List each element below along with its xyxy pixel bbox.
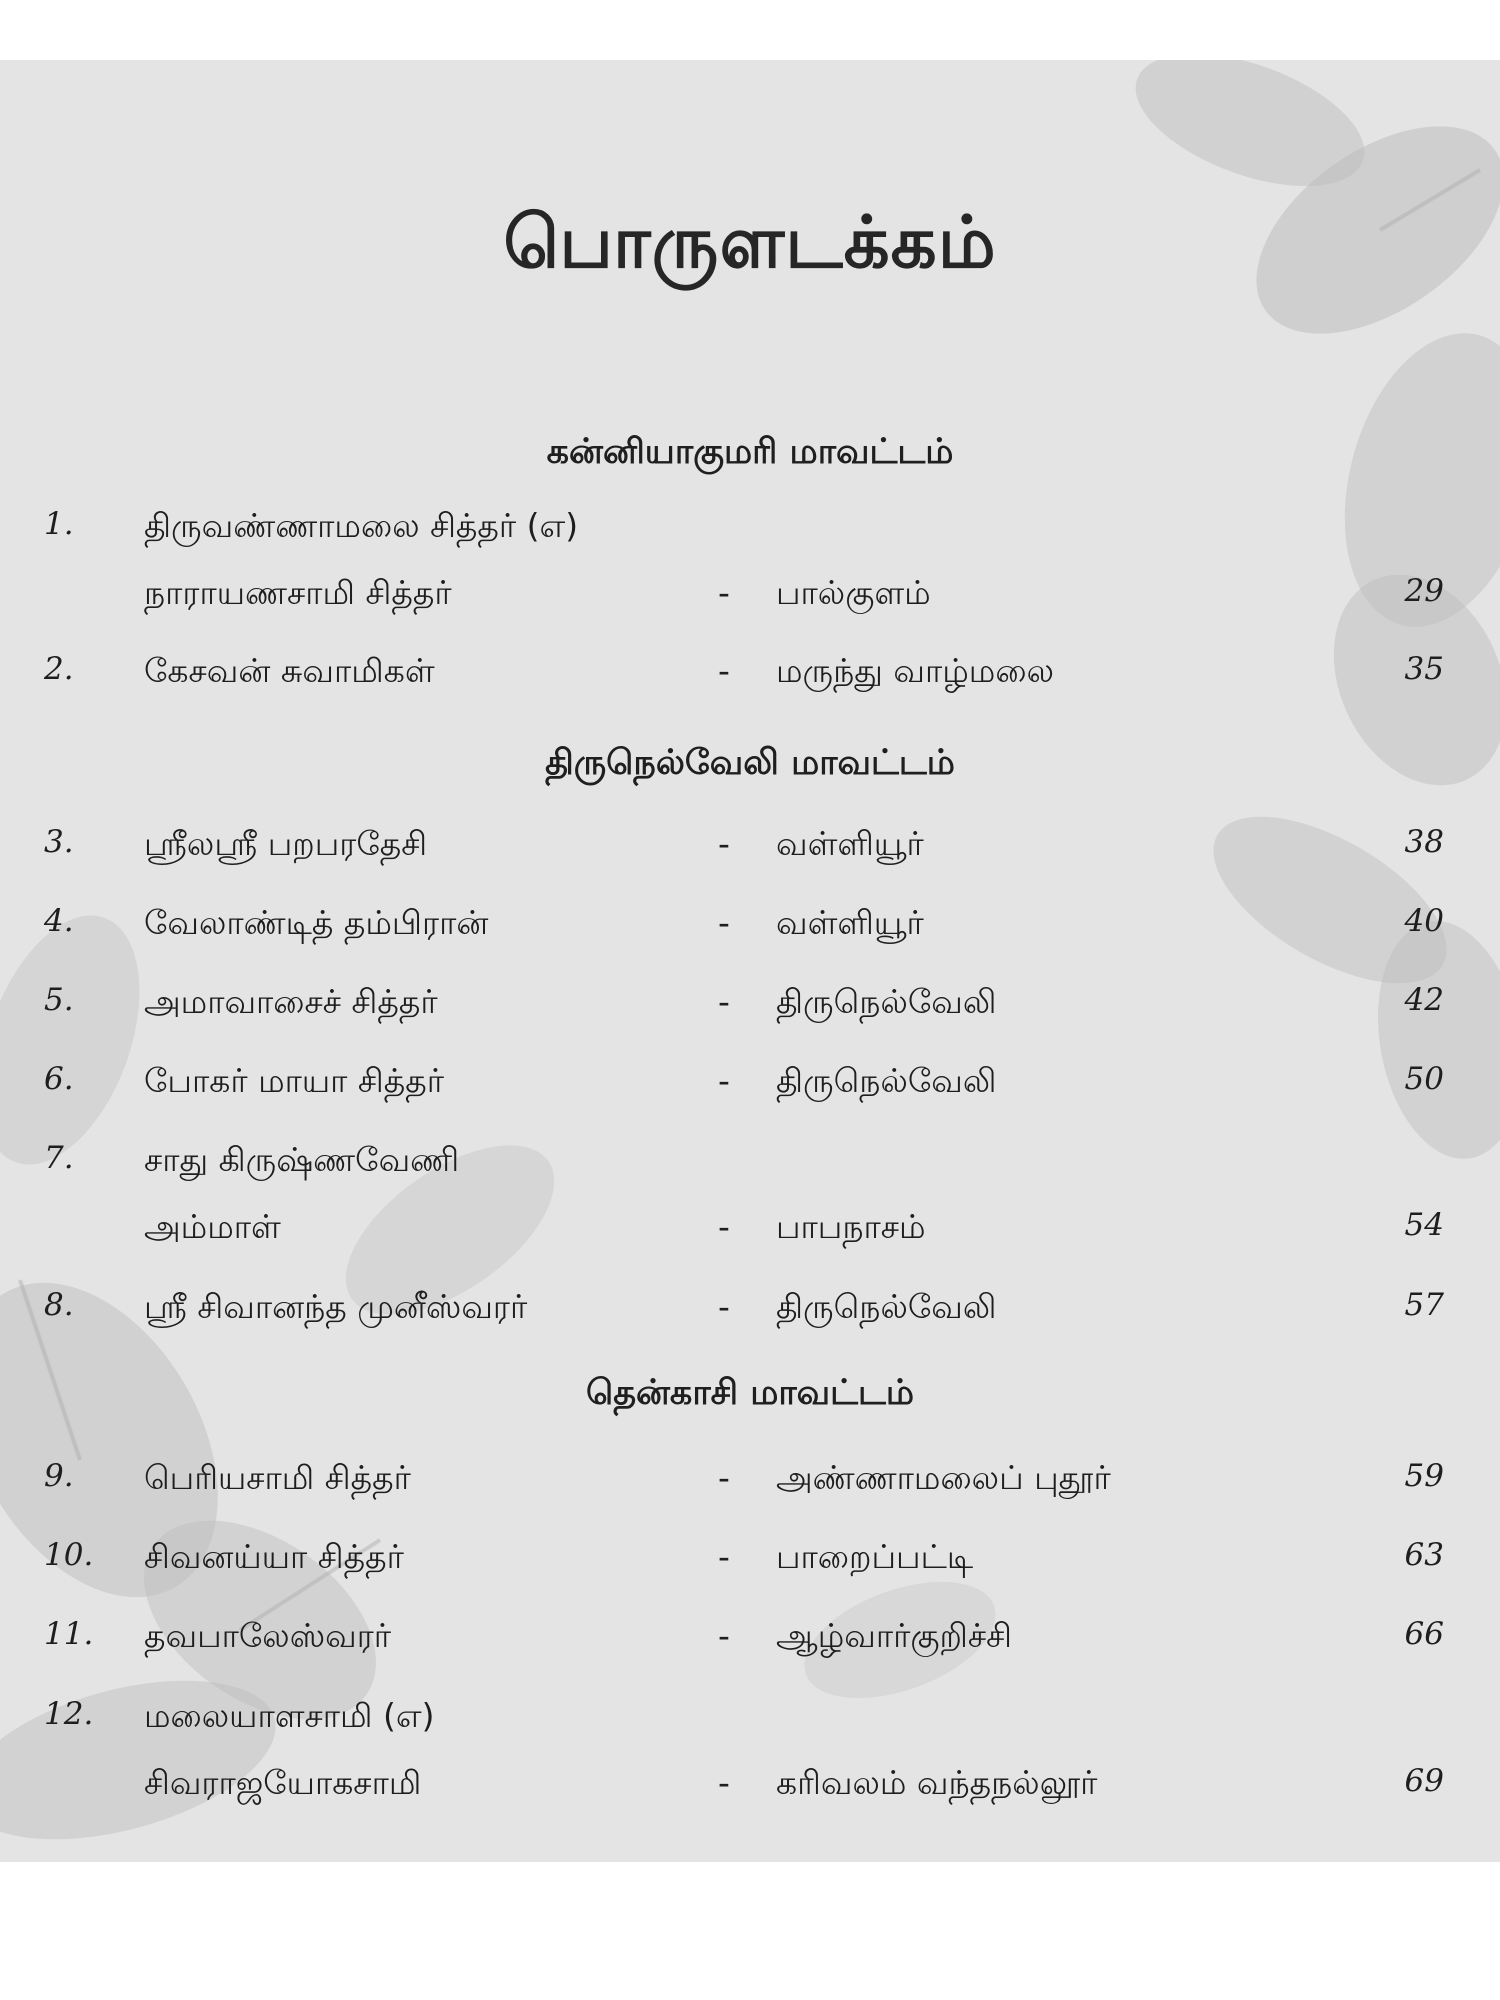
entry-name: மலையாளசாமி (எ) xyxy=(144,1696,435,1735)
entry-page-number: 57 xyxy=(1404,1287,1444,1323)
entry-name: சிவனய்யா சித்தர் xyxy=(144,1537,404,1576)
entry-name: பெரியசாமி சித்தர் xyxy=(144,1458,411,1497)
entry-dash: - xyxy=(718,1207,730,1246)
entry-page-number: 59 xyxy=(1404,1458,1444,1494)
entry-place: அண்ணாமலைப் புதூர் xyxy=(776,1458,1111,1497)
toc-entry xyxy=(0,1537,1500,1593)
entry-place: கரிவலம் வந்தநல்லூர் xyxy=(776,1763,1098,1802)
entry-number: 10. xyxy=(44,1537,94,1573)
toc-entry xyxy=(0,982,1500,1038)
entry-place: பாறைப்பட்டி xyxy=(776,1537,974,1576)
entry-name: வேலாண்டித் தம்பிரான் xyxy=(144,903,489,942)
section-heading: திருநெல்வேலி மாவட்டம் xyxy=(545,743,955,783)
entry-page-number: 66 xyxy=(1404,1616,1444,1652)
entry-page-number: 38 xyxy=(1404,824,1444,860)
entry-page-number: 54 xyxy=(1404,1207,1444,1243)
entry-page-number: 35 xyxy=(1404,651,1444,687)
toc-entry xyxy=(0,1458,1500,1514)
entry-name: ஸ்ரீ சிவானந்த முனீஸ்வரர் xyxy=(144,1287,528,1326)
entry-dash: - xyxy=(718,651,730,690)
entry-name: சிவராஜயோகசாமி xyxy=(144,1763,422,1802)
entry-number: 2. xyxy=(44,651,74,687)
entry-place: திருநெல்வேலி xyxy=(776,982,997,1021)
entry-number: 1. xyxy=(44,506,74,542)
entry-page-number: 69 xyxy=(1404,1763,1444,1799)
section-heading: கன்னியாகுமரி மாவட்டம் xyxy=(546,432,954,472)
toc-entry xyxy=(0,1616,1500,1672)
entry-page-number: 50 xyxy=(1404,1061,1444,1097)
toc-entry xyxy=(0,903,1500,959)
entry-name: அமாவாசைச் சித்தர் xyxy=(144,982,438,1021)
entry-number: 7. xyxy=(44,1140,74,1176)
entry-page-number: 40 xyxy=(1404,903,1444,939)
toc-entry xyxy=(0,1696,1500,1752)
entry-dash: - xyxy=(718,1287,730,1326)
entry-name: சாது கிருஷ்ணவேணி xyxy=(144,1140,460,1179)
entry-page-number: 42 xyxy=(1404,982,1444,1018)
toc-entry xyxy=(0,1061,1500,1117)
entry-place: மருந்து வாழ்மலை xyxy=(776,651,1054,690)
entry-number: 8. xyxy=(44,1287,74,1323)
toc-entry xyxy=(0,824,1500,880)
entry-place: பால்குளம் xyxy=(776,573,931,612)
entry-name: தவபாலேஸ்வரர் xyxy=(144,1616,392,1655)
entry-dash: - xyxy=(718,573,730,612)
entry-dash: - xyxy=(718,982,730,1021)
section-heading: தென்காசி மாவட்டம் xyxy=(585,1373,915,1413)
entry-dash: - xyxy=(718,1458,730,1497)
entry-dash: - xyxy=(718,824,730,863)
toc-entry xyxy=(0,573,1500,629)
entry-place: பாபநாசம் xyxy=(776,1207,926,1246)
entry-name: அம்மாள் xyxy=(144,1207,281,1246)
entry-place: திருநெல்வேலி xyxy=(776,1287,997,1326)
entry-number: 12. xyxy=(44,1696,94,1732)
entry-place: ஆழ்வார்குறிச்சி xyxy=(776,1616,1012,1655)
entry-name: ஸ்ரீலஸ்ரீ பறபரதேசி xyxy=(144,824,428,863)
page-title: பொருளடக்கம் xyxy=(503,200,997,284)
entry-dash: - xyxy=(718,903,730,942)
entry-name: போகர் மாயா சித்தர் xyxy=(144,1061,444,1100)
entry-name: நாராயணசாமி சித்தர் xyxy=(144,573,452,612)
entry-name: திருவண்ணாமலை சித்தர் (எ) xyxy=(144,506,579,545)
toc-entry xyxy=(0,506,1500,562)
toc-entry xyxy=(0,1287,1500,1343)
entry-number: 4. xyxy=(44,903,74,939)
entry-page-number: 29 xyxy=(1404,573,1444,609)
entry-name: கேசவன் சுவாமிகள் xyxy=(144,651,435,690)
toc-entry xyxy=(0,651,1500,707)
entry-place: திருநெல்வேலி xyxy=(776,1061,997,1100)
entry-number: 5. xyxy=(44,982,74,1018)
entry-dash: - xyxy=(718,1061,730,1100)
entry-dash: - xyxy=(718,1537,730,1576)
entry-number: 11. xyxy=(44,1616,94,1652)
book-page xyxy=(0,60,1500,1862)
entry-number: 9. xyxy=(44,1458,74,1494)
entry-number: 3. xyxy=(44,824,74,860)
entry-page-number: 63 xyxy=(1404,1537,1444,1573)
toc-entry xyxy=(0,1207,1500,1263)
entry-place: வள்ளியூர் xyxy=(776,824,924,863)
entry-dash: - xyxy=(718,1616,730,1655)
entry-dash: - xyxy=(718,1763,730,1802)
entry-place: வள்ளியூர் xyxy=(776,903,924,942)
entry-number: 6. xyxy=(44,1061,74,1097)
toc-entry xyxy=(0,1763,1500,1819)
toc-entry xyxy=(0,1140,1500,1196)
